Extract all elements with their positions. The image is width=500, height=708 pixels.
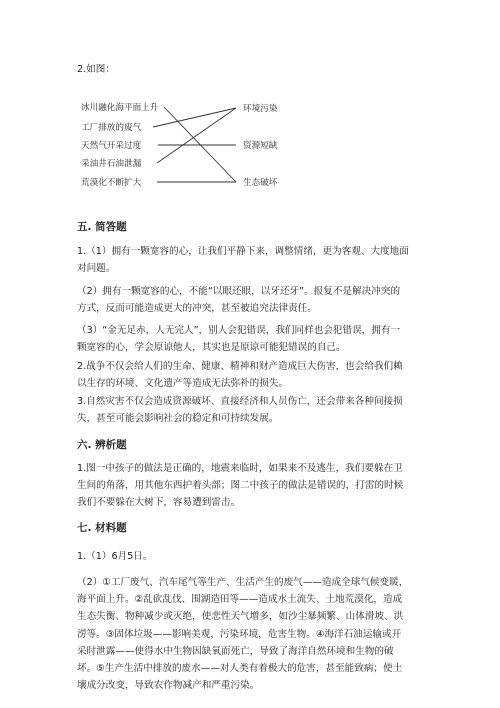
text-line: （2）①工厂废气、汽车尾气等生产、生活产生的废气——造成全球气候变暖，: [77, 577, 409, 588]
text-line: 1.图一中孩子的做法是正确的，地震来临时，如果来不及逃生，我们要躲在卫: [77, 463, 403, 474]
text-line: 颗宽容的心，学会原谅他人，其实也是原谅可能犯错误的自己。: [77, 342, 346, 353]
diagram-right-item: 资源短缺: [243, 141, 278, 151]
match-line: [153, 108, 236, 127]
answer-paragraph: [77, 393, 427, 427]
text-line: 方式，反而可能造成更大的冲突，甚至被追究法律责任。: [77, 303, 317, 314]
text-line: 涝等。③固体垃圾——影响美观，污染环境，危害生物。④海洋石油运输或开: [77, 628, 402, 640]
diagram-left-item: 采油井石油泄漏: [81, 159, 142, 169]
text-line: 1.（1）拥有一颗宽容的心，让我们平静下来，调整情绪，更为客观、大度地面: [77, 246, 409, 257]
answer-paragraph: [77, 243, 427, 277]
answer-paragraph: [77, 358, 427, 392]
diagram-left-item: 工厂排放的废气: [81, 123, 142, 133]
intro-label: 2.如图：: [77, 64, 115, 75]
answer-paragraph: [77, 574, 427, 694]
match-line: [157, 108, 236, 163]
text-line: 失，甚至可能会影响社会的稳定和可持续发展。: [77, 413, 279, 424]
diagram-right-item: 环境污染: [243, 104, 278, 114]
text-line: 壤成分改变，导致农作物减产和严重污染。: [77, 680, 260, 692]
text-line: 生态失衡、物种减少或灭绝，使悲性天气增多，如沙尘暴频繁、山体滑坡、洪: [77, 611, 404, 623]
diagram-left-item: 天然气开采过度: [81, 141, 142, 151]
text-line: （3）“金无足赤，人无完人”，别人会犯错误，我们同样也会犯错误，拥有一: [77, 325, 401, 336]
text-line: 坏。⑤生产生活中排放的废水——对人类有着极大的危害，甚至能致病；使土: [77, 663, 403, 675]
answer-line: 1.（1）6月5日。: [77, 551, 153, 562]
text-line: 以生存的环境、文化遗产等造成无法弥补的损失。: [77, 378, 289, 389]
diagram-left-item: 荒漠化不断扩大: [81, 178, 142, 188]
text-line: 海平面上升。②乱砍乱伐、围湖造田等——造成水土流失、土地荒漠化，造成: [77, 594, 403, 606]
text-line: 对问题。: [77, 263, 116, 274]
text-line: 采时泄露——使得水中生物因缺氧而死亡，导致了海洋自然环境和生物的破: [77, 645, 394, 657]
diagram-left-item: 冰川融化海平面上升: [81, 103, 159, 113]
text-line: （2）拥有一颗宽容的心，不能“以眼还眼，以牙还牙”。报复不是解决冲突的: [77, 286, 401, 297]
section-title: 六. 辨析题: [77, 439, 127, 451]
answer-paragraph: [77, 283, 427, 317]
text-line: 3.自然灾害不仅会造成资源破坏、直接经济和人员伤亡，还会带来各种间接损: [77, 396, 403, 407]
section-title: 五. 简答题: [77, 221, 127, 233]
text-line: 2.战争不仅会给人们的生命、健康、精神和财产造成巨大伤害，也会给我们赖: [77, 361, 403, 372]
match-line: [164, 107, 236, 182]
text-line: 生间的角落，用其他东西护着头部；图二中孩子的做法是错误的，打雷的时候: [77, 480, 404, 491]
answer-paragraph: [77, 322, 427, 356]
answer-paragraph: [77, 460, 427, 511]
section-title: 七. 材料题: [77, 522, 127, 534]
text-line: 我们不要躲在大树下，容易遭到雷击。: [77, 497, 241, 508]
diagram-right-item: 生态破坏: [243, 178, 278, 188]
